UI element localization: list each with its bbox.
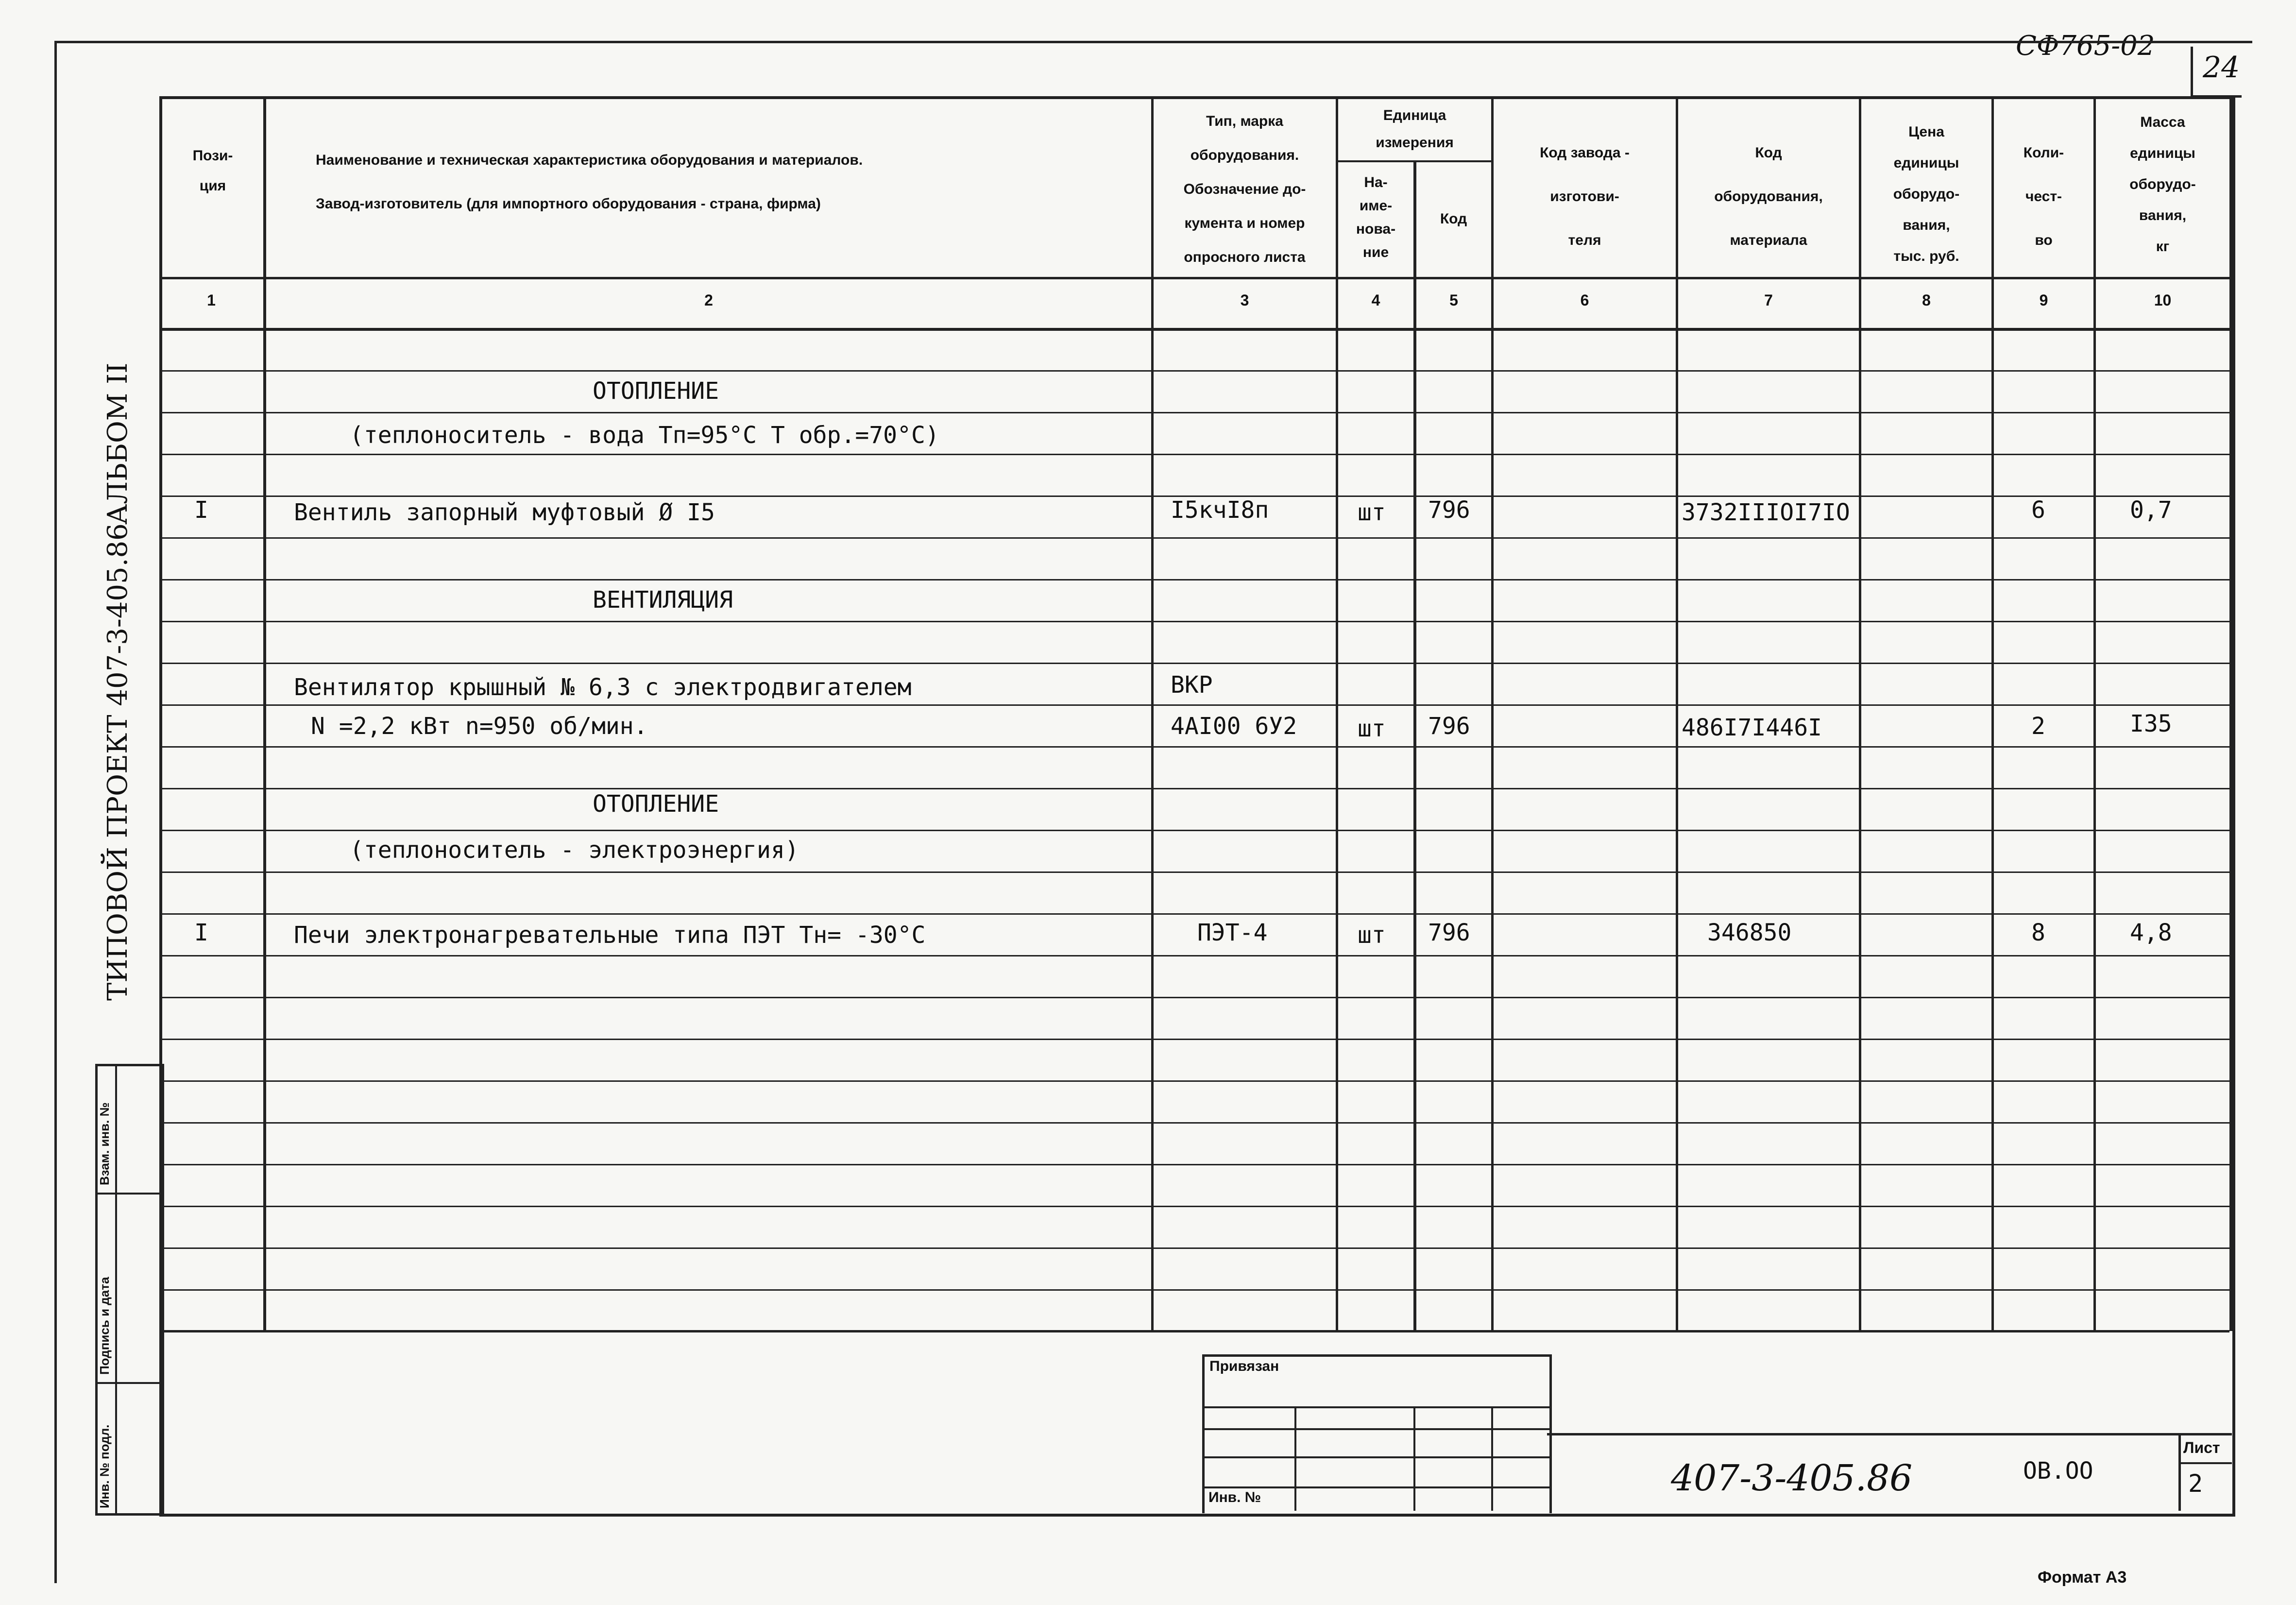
row-line [159, 454, 2229, 455]
row-name: Вентиль запорный муфтовый Ø I5 [294, 499, 715, 526]
row-line [159, 1164, 2229, 1165]
row-pos: I [194, 919, 208, 946]
header-unit-code: Код [1440, 211, 1467, 227]
col-number: 2 [704, 291, 713, 309]
stamp-inv-repl: Взам. инв. № [97, 1102, 112, 1185]
header-factory: Код завода - изготови- теля [1540, 145, 1630, 248]
row-line [159, 746, 2229, 748]
col-number: 7 [1764, 291, 1773, 309]
row-unit: шт [1358, 715, 1386, 742]
section-subtitle: (теплоноситель - вода Тп=95°С Т обр.=70°С) [350, 422, 939, 449]
row-line [159, 1080, 2229, 1082]
row-line [159, 412, 2229, 413]
row-line [159, 788, 2229, 789]
row-line [159, 1247, 2229, 1249]
col-number: 8 [1922, 291, 1931, 309]
row-unit: шт [1358, 499, 1386, 526]
header-type: Тип, марка оборудования. Обозначение до- кумента и номер опросного листа [1183, 113, 1306, 265]
section-title: ВЕНТИЛЯЦИЯ [593, 586, 733, 614]
col-number: 10 [2154, 291, 2172, 309]
header-unit-name: На- име- нова- ние [1356, 174, 1396, 260]
sheet-number: 2 [2188, 1469, 2203, 1498]
row-type: I5кчI8п [1171, 496, 1269, 524]
header-mass: Масса единицы оборудо- вания, кг [2129, 114, 2196, 255]
col-number: 3 [1240, 291, 1249, 309]
section-subtitle: (теплоноситель - электроэнергия) [350, 837, 799, 864]
row-line [159, 830, 2229, 831]
row-mass: I35 [2130, 710, 2172, 737]
col-number: 4 [1371, 291, 1380, 309]
header-unit: Единица измерения [1376, 107, 1454, 151]
header-qty: Коли- чест- во [2023, 145, 2064, 248]
row-name: Печи электронагревательные типа ПЭТ Тн= -30°С [294, 922, 926, 949]
row-name: N =2,2 кВт n=950 об/мин. [311, 713, 648, 740]
row-line [159, 704, 2229, 706]
row-line [159, 370, 2229, 372]
row-type: 4АI00 6У2 [1171, 713, 1297, 740]
row-unit-code: 796 [1428, 713, 1470, 740]
header-name: Наименование и техническая характеристика оборудования и материалов. Завод-изготовитель (для импортного оборудования - страна, фирма) [316, 152, 863, 212]
col-number: 5 [1449, 291, 1458, 309]
row-line [159, 955, 2229, 956]
side-album: АЛЬБОМ II [102, 362, 134, 525]
row-line [159, 871, 2229, 873]
row-mass: 4,8 [2130, 919, 2172, 946]
header-code: Код оборудования, материала [1714, 145, 1823, 248]
row-unit-code: 796 [1428, 496, 1470, 524]
section-title: ОТОПЛЕНИЕ [593, 377, 719, 405]
row-code: 3732IIIOI7IO [1682, 499, 1850, 526]
header-price: Цена единицы оборудо- вания, тыс. руб. [1893, 124, 1960, 264]
row-unit-code: 796 [1428, 919, 1470, 946]
col-number: 9 [2039, 291, 2048, 309]
row-type: ВКР [1171, 671, 1213, 699]
row-line [159, 997, 2229, 998]
row-line [159, 663, 2229, 664]
row-line [159, 913, 2229, 915]
row-name: Вентилятор крышный № 6,3 с электродвигателем [294, 674, 912, 701]
row-line [159, 1039, 2229, 1040]
header-pos: Пози- ция [192, 148, 233, 194]
row-code: 346850 [1707, 919, 1792, 946]
row-line [159, 579, 2229, 581]
row-qty: 8 [2031, 919, 2045, 946]
page-number: 24 [2203, 51, 2240, 85]
row-line [159, 1289, 2229, 1291]
section-title: ОТОПЛЕНИЕ [593, 790, 719, 818]
row-code: 486I7I446I [1682, 714, 1822, 741]
sheet-code: СФ765-02 [2016, 30, 2155, 62]
row-line [159, 1206, 2229, 1207]
row-pos: I [194, 496, 208, 524]
row-mass: 0,7 [2130, 496, 2172, 524]
tied-label: Привязан [1209, 1358, 1279, 1374]
row-unit: шт [1358, 922, 1386, 949]
doc-mark: ОВ.ОО [2023, 1457, 2093, 1485]
sheet-label: Лист [2183, 1439, 2220, 1456]
col-number: 6 [1580, 291, 1589, 309]
row-type: ПЭТ-4 [1197, 919, 1268, 946]
stamp-inv-orig: Инв. № подл. [97, 1424, 112, 1508]
col-number: 1 [207, 291, 216, 309]
side-project: ТИПОВОЙ ПРОЕКТ 407-3-405.86 [102, 523, 134, 1001]
row-line [159, 537, 2229, 539]
stamp-sign-date: Подпись и дата [97, 1277, 112, 1375]
row-qty: 2 [2031, 713, 2045, 740]
row-line [159, 621, 2229, 622]
row-qty: 6 [2031, 496, 2045, 524]
format-label: Формат А3 [2038, 1568, 2127, 1587]
doc-number: 407-3-405.86 [1671, 1457, 1913, 1499]
inv-label: Инв. № [1208, 1489, 1261, 1505]
row-line [159, 1122, 2229, 1124]
